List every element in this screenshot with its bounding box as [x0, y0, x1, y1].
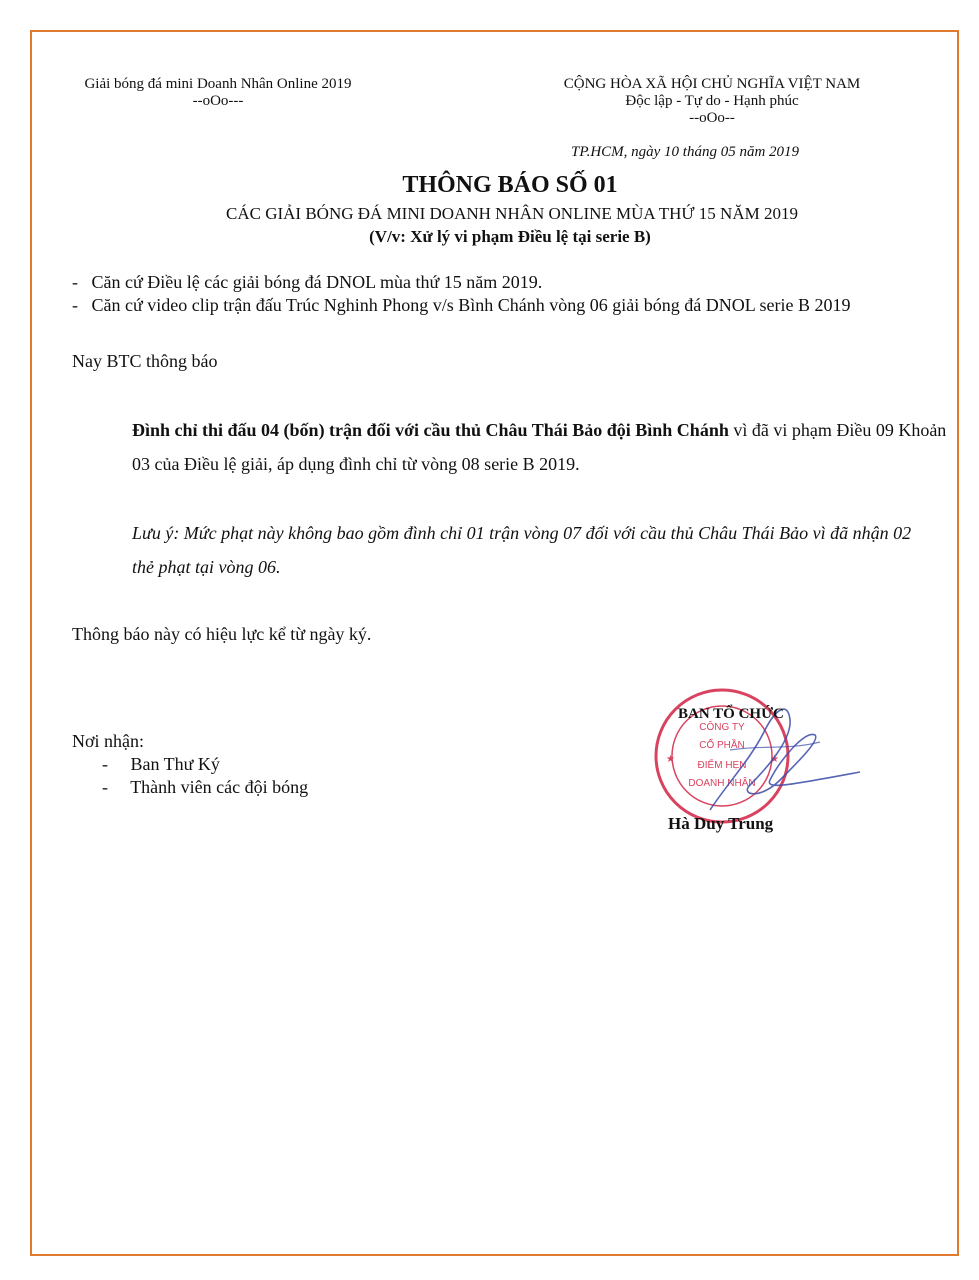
basis-text: Căn cứ video clip trận đấu Trúc Nghinh Phong v/s Bình Chánh vòng 06 giải bóng đá DNOL serie B 2019 — [91, 295, 851, 315]
recipient-text: Ban Thư Ký — [130, 754, 220, 774]
header-left — [68, 76, 368, 110]
effective-line: Thông báo này có hiệu lực kể từ ngày ký. — [72, 624, 372, 644]
svg-text:★: ★ — [770, 754, 779, 765]
svg-text:CÔNG TY: CÔNG TY — [699, 722, 745, 733]
svg-text:DOANH NHÂN: DOANH NHÂN — [688, 778, 756, 789]
decision-bold: Đình chỉ thi đấu 04 (bốn) trận đối với cầu thủ Châu Thái Bảo đội Bình Chánh — [132, 420, 729, 440]
svg-text:ĐIỂM HẸN: ĐIỂM HẸN — [697, 760, 747, 771]
announce-line: Nay BTC thông báo — [72, 351, 218, 371]
header-right — [536, 76, 888, 127]
basis-text: Căn cứ Điều lệ các giải bóng đá DNOL mùa thứ 15 năm 2019. — [91, 272, 543, 292]
regarding-line: (V/v: Xử lý vi phạm Điều lệ tại serie B) — [369, 227, 651, 246]
national-motto: Độc lập - Tự do - Hạnh phúc — [625, 93, 799, 109]
basis-item — [72, 272, 542, 293]
bullet: - — [102, 777, 108, 797]
recipient-text: Thành viên các đội bóng — [130, 777, 309, 797]
country-name: CỘNG HÒA XÃ HỘI CHỦ NGHĨA VIỆT NAM — [563, 76, 861, 92]
recipient-item — [102, 777, 308, 798]
recipient-item — [102, 754, 220, 775]
header-left-separator: --oOo--- — [192, 93, 244, 109]
bullet: - — [102, 754, 108, 774]
svg-text:★: ★ — [666, 754, 675, 765]
decision-paragraph — [132, 413, 952, 481]
signer-name: Hà Duy Trung — [668, 814, 774, 833]
basis-item — [72, 295, 851, 316]
organizer-name: Giải bóng đá mini Doanh Nhân Online 2019 — [84, 76, 352, 92]
svg-text:CỔ PHẦN: CỔ PHẦN — [699, 740, 745, 751]
note-paragraph: Lưu ý: Mức phạt này không bao gồm đình chỉ 01 trận vòng 07 đối với cầu thủ Châu Thái Bảo vì đã nhận 02 thẻ phạt tại vòng 06. — [132, 523, 912, 577]
document-title: THÔNG BÁO SỐ 01 — [402, 172, 618, 198]
date-line: TP.HCM, ngày 10 tháng 05 năm 2019 — [571, 144, 800, 160]
decision-rest: vì đã vi phạm Điều 09 Khoản 03 của Điều lệ giải, áp dụng đình chỉ từ vòng 08 serie B 2019. — [132, 420, 947, 474]
bullet: - — [72, 272, 78, 292]
document-subtitle: CÁC GIẢI BÓNG ĐÁ MINI DOANH NHÂN ONLINE MÙA THỨ 15 NĂM 2019 — [226, 204, 798, 223]
recipients-label: Nơi nhận: — [72, 731, 145, 751]
bullet: - — [72, 295, 78, 315]
signature-org: BAN TỔ CHỨC — [678, 706, 784, 722]
header-right-separator: --oOo-- — [689, 110, 735, 126]
